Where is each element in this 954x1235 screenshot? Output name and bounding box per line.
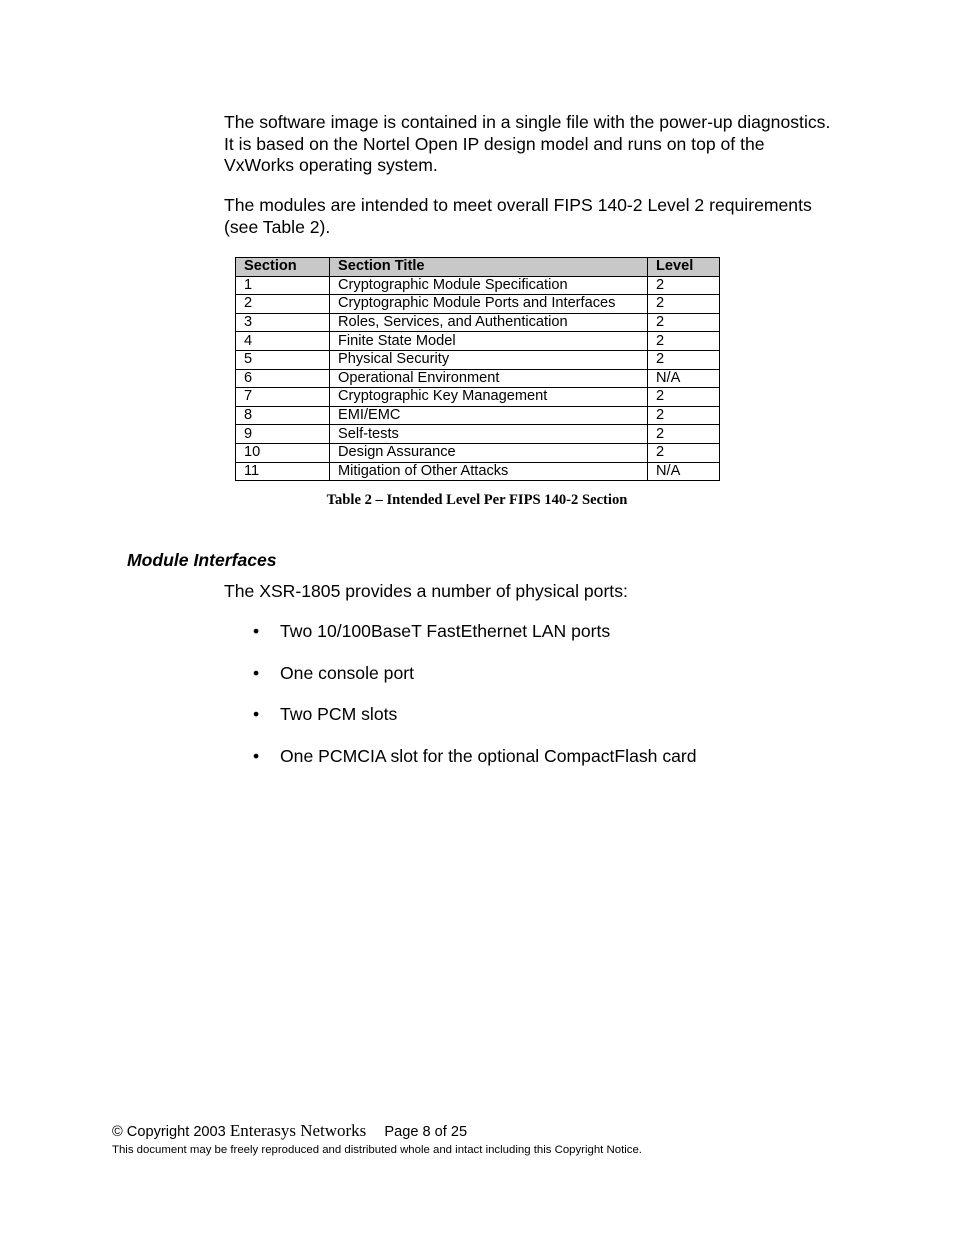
list-item: [248, 703, 697, 725]
ports-list: [248, 620, 697, 787]
cell-section: 8: [236, 406, 330, 425]
cell-level: N/A: [648, 369, 720, 388]
cell-title: Physical Security: [330, 350, 648, 369]
footer-copyright-line: [112, 1121, 467, 1142]
list-item-text: One PCMCIA slot for the optional CompactFlash card: [280, 746, 697, 767]
table-row: [236, 313, 720, 332]
cell-title: Mitigation of Other Attacks: [330, 462, 648, 481]
cell-level: N/A: [648, 462, 720, 481]
cell-level: 2: [648, 276, 720, 295]
bullet-icon: •: [253, 662, 260, 683]
cell-level: 2: [648, 332, 720, 351]
company-name: Enterasys Networks: [229, 1121, 367, 1140]
list-item: [248, 745, 697, 767]
cell-section: 4: [236, 332, 330, 351]
table-row: [236, 332, 720, 351]
table-row: [236, 276, 720, 295]
table-row: [236, 462, 720, 481]
cell-title: Cryptographic Module Ports and Interfaces: [330, 295, 648, 314]
cell-level: 2: [648, 388, 720, 407]
header-section: Section: [236, 258, 330, 277]
cell-title: Self-tests: [330, 425, 648, 444]
cell-section: 9: [236, 425, 330, 444]
ports-intro: The XSR-1805 provides a number of physical ports:: [224, 581, 628, 601]
bullet-icon: •: [253, 746, 260, 767]
bullet-icon: •: [253, 621, 260, 641]
cell-level: 2: [648, 425, 720, 444]
cell-level: 2: [648, 443, 720, 462]
table-row: [236, 388, 720, 407]
cell-level: 2: [648, 313, 720, 332]
header-section-title: Section Title: [330, 258, 648, 277]
cell-level: 2: [648, 406, 720, 425]
cell-section: 10: [236, 443, 330, 462]
table-row: [236, 443, 720, 462]
list-item-text: Two PCM slots: [280, 704, 398, 725]
table-row: [236, 350, 720, 369]
cell-title: Finite State Model: [330, 332, 648, 351]
table-caption: Table 2 – Intended Level Per FIPS 140-2 Section: [326, 492, 628, 508]
cell-section: 5: [236, 350, 330, 369]
table-header-row: [236, 258, 720, 277]
header-level: Level: [648, 258, 720, 277]
section-heading: Module Interfaces: [127, 550, 277, 570]
cell-level: 2: [648, 295, 720, 314]
intro-paragraph-2: The modules are intended to meet overall FIPS 140-2 Level 2 requirements (see Table 2).: [224, 195, 812, 237]
list-item: [248, 620, 697, 642]
cell-section: 3: [236, 313, 330, 332]
cell-title: Cryptographic Key Management: [330, 388, 648, 407]
intro-paragraph-1: The software image is contained in a single file with the power-up diagnostics. It is based on the Nortel Open IP design model and runs on top of the VxWorks operating system.: [224, 112, 831, 175]
cell-level: 2: [648, 350, 720, 369]
cell-title: Design Assurance: [330, 443, 648, 462]
fips-level-table: [235, 257, 720, 481]
bullet-icon: •: [253, 704, 260, 725]
footer-notice: This document may be freely reproduced and distributed whole and intact including this Copyright Notice.: [112, 1144, 642, 1156]
cell-section: 1: [236, 276, 330, 295]
cell-section: 2: [236, 295, 330, 314]
cell-section: 6: [236, 369, 330, 388]
cell-title: Roles, Services, and Authentication: [330, 313, 648, 332]
table-row: [236, 295, 720, 314]
list-item-text: One console port: [280, 662, 414, 683]
list-item: [248, 662, 697, 684]
cell-title: Operational Environment: [330, 369, 648, 388]
cell-title: Cryptographic Module Specification: [330, 276, 648, 295]
list-item-text: Two 10/100BaseT FastEthernet LAN ports: [280, 621, 611, 641]
table-row: [236, 425, 720, 444]
table-row: [236, 369, 720, 388]
cell-section: 7: [236, 388, 330, 407]
copyright-text: © Copyright 2003: [112, 1124, 226, 1140]
cell-section: 11: [236, 462, 330, 481]
table-row: [236, 406, 720, 425]
page-number: Page 8 of 25: [384, 1124, 468, 1140]
cell-title: EMI/EMC: [330, 406, 648, 425]
